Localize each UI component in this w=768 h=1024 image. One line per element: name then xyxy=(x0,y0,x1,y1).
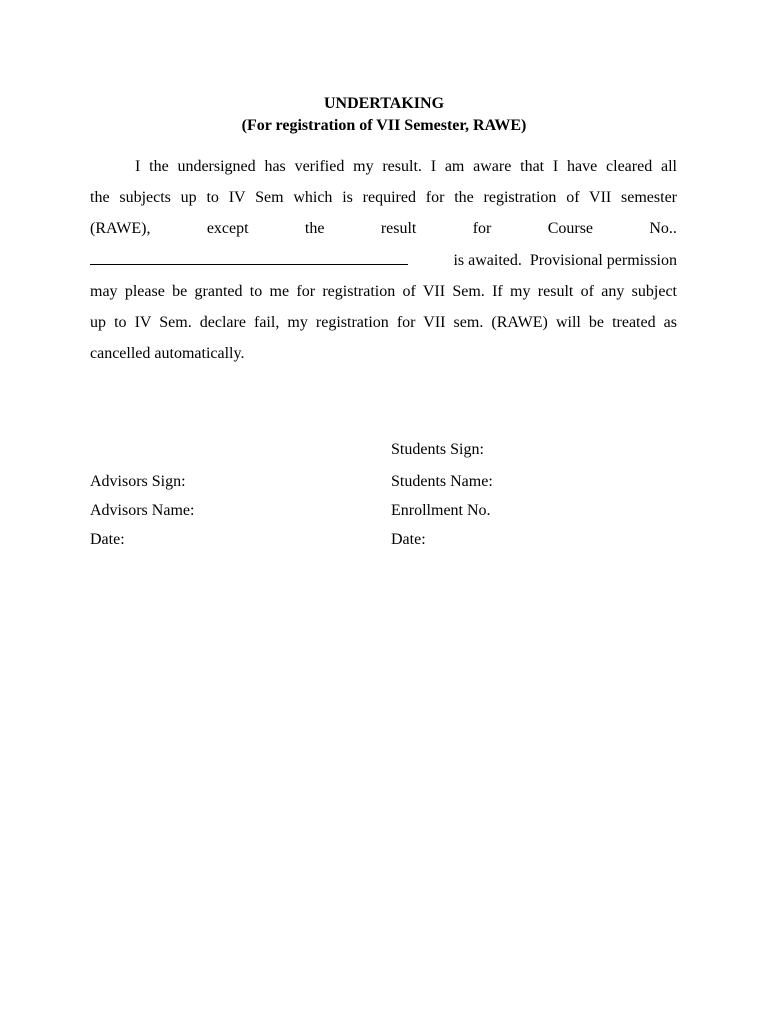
paragraph-line: may please be granted to me for registration of VII Sem. If my result of any subject xyxy=(90,282,677,300)
paragraph-word: the xyxy=(304,220,325,238)
paragraph-word: Course xyxy=(547,220,594,238)
paragraph-line: up to IV Sem. declare fail, my registration for VII sem. (RAWE) will be treated as xyxy=(90,313,677,331)
advisors-name-label: Advisors Name: xyxy=(90,502,195,519)
paragraph-line xyxy=(90,245,677,276)
course-number-blank xyxy=(90,252,408,265)
advisor-date-label: Date: xyxy=(90,531,125,548)
paragraph-word: No.. xyxy=(649,220,677,238)
document-title: UNDERTAKING xyxy=(323,95,445,112)
paragraph-line xyxy=(90,213,677,244)
students-sign-label: Students Sign: xyxy=(391,441,484,458)
document-subtitle: (For registration of VII Semester, RAWE) xyxy=(241,117,527,134)
paragraph-word: for xyxy=(472,220,492,238)
paragraph-word: except xyxy=(206,220,249,238)
undertaking-paragraph xyxy=(90,151,677,369)
awaited-text: is awaited. Provisional permission xyxy=(453,251,677,269)
students-name-label: Students Name: xyxy=(391,473,493,490)
paragraph-line: cancelled automatically. xyxy=(90,345,245,363)
paragraph-word: (RAWE), xyxy=(90,220,151,238)
paragraph-line: I the undersigned has verified my result. I am aware that I have cleared all xyxy=(135,158,677,175)
enrollment-number-label: Enrollment No. xyxy=(391,502,491,519)
paragraph-word: result xyxy=(380,220,417,238)
paragraph-line: the subjects up to IV Sem which is required for the registration of VII semester xyxy=(90,189,677,207)
advisors-sign-label: Advisors Sign: xyxy=(90,473,186,490)
student-date-label: Date: xyxy=(391,531,426,548)
